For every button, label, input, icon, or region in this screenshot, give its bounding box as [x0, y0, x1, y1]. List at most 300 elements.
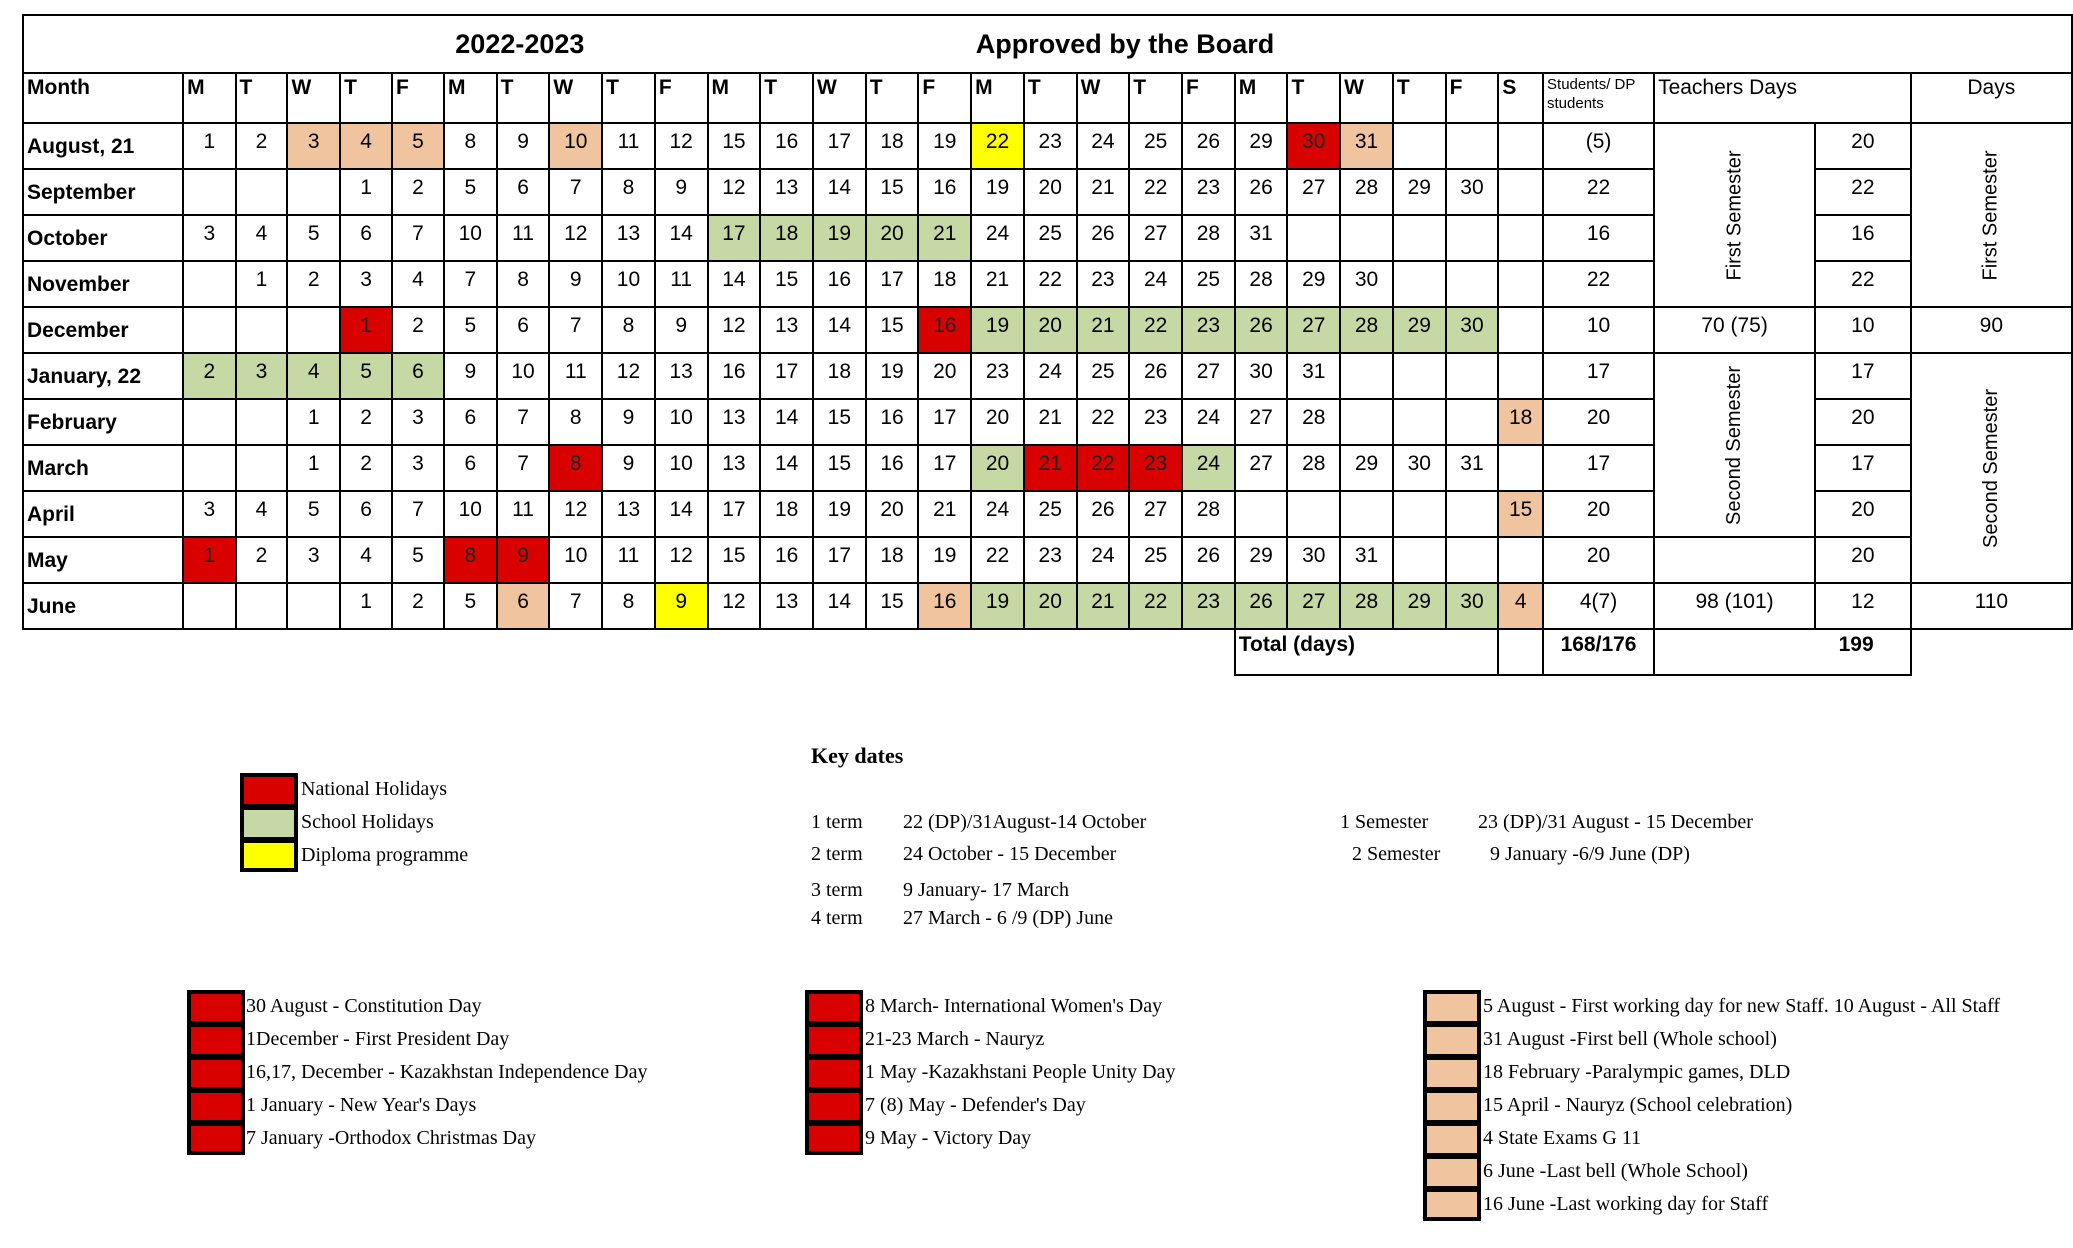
- legend-swatch-school: [240, 806, 298, 839]
- day-cell: 10: [655, 445, 708, 491]
- day-cell: [1446, 491, 1499, 537]
- day-cell: 4: [1498, 583, 1543, 629]
- day-cell: 31: [1446, 445, 1499, 491]
- day-cell: 28: [1340, 307, 1393, 353]
- holiday-swatches-col1: [187, 990, 245, 1155]
- legend-swatch-diploma: [240, 839, 298, 872]
- day-cell: 30: [1287, 123, 1340, 169]
- approved-title: Approved by the Board: [866, 15, 2072, 73]
- day-cell: 29: [1393, 583, 1446, 629]
- legend-entry: 30 August - Constitution Day: [246, 995, 482, 1017]
- month-label: October: [23, 215, 183, 261]
- day-cell: 8: [444, 537, 497, 583]
- day-cell: 15: [813, 399, 866, 445]
- day-cell: 19: [971, 307, 1024, 353]
- day-cell: 14: [760, 399, 813, 445]
- totals-spacer-end: [1911, 629, 2072, 675]
- weekday-header: F: [1446, 73, 1499, 123]
- legend-entry: 8 March- International Women's Day: [865, 995, 1163, 1017]
- month-row: [23, 307, 2072, 353]
- day-cell: [236, 583, 288, 629]
- students-header: Students/ DP students: [1543, 73, 1654, 123]
- students-days: 17: [1543, 353, 1654, 399]
- day-cell: 9: [655, 583, 708, 629]
- day-cell: 14: [813, 583, 866, 629]
- day-cell: 16: [813, 261, 866, 307]
- day-cell: 14: [708, 261, 761, 307]
- month-header: Month: [23, 73, 183, 123]
- day-cell: 4: [340, 123, 392, 169]
- day-cell: 16: [918, 307, 971, 353]
- day-cell: [1498, 445, 1543, 491]
- day-cell: 21: [918, 215, 971, 261]
- day-cell: 11: [497, 215, 550, 261]
- weekday-header: W: [549, 73, 602, 123]
- teachers-header: Teachers Days: [1654, 73, 1911, 123]
- totals-teachers: 199: [1654, 629, 1911, 675]
- students-days: 20: [1543, 491, 1654, 537]
- second-semester-label: Second Semester: [1723, 366, 1746, 525]
- day-cell: [1498, 537, 1543, 583]
- day-cell: 27: [1287, 583, 1340, 629]
- day-cell: 21: [1024, 445, 1077, 491]
- day-cell: 20: [971, 399, 1024, 445]
- day-cell: 26: [1129, 353, 1182, 399]
- day-cell: 2: [236, 123, 288, 169]
- day-cell: 28: [1287, 399, 1340, 445]
- header-row: [23, 73, 2072, 123]
- day-cell: 17: [760, 353, 813, 399]
- teachers-days: 17: [1815, 445, 1911, 491]
- day-cell: 27: [1182, 353, 1235, 399]
- holiday-swatches-col2: [805, 990, 863, 1155]
- second-semester-days: [1911, 353, 2072, 583]
- day-cell: 11: [497, 491, 550, 537]
- day-cell: 25: [1182, 261, 1235, 307]
- legend-swatch: [1423, 1023, 1481, 1056]
- day-cell: 30: [1446, 583, 1499, 629]
- day-cell: 15: [708, 537, 761, 583]
- day-cell: 7: [444, 261, 497, 307]
- legend-swatch: [187, 1089, 245, 1122]
- month-label: February: [23, 399, 183, 445]
- day-cell: 24: [1077, 123, 1130, 169]
- day-cell: 11: [602, 537, 655, 583]
- legend-entry: 7 January -Orthodox Christmas Day: [246, 1127, 536, 1149]
- day-cell: 8: [602, 169, 655, 215]
- weekday-header: T: [602, 73, 655, 123]
- day-cell: 1: [340, 307, 392, 353]
- legend-entry: 1 January - New Year's Days: [246, 1094, 477, 1116]
- day-cell: 7: [497, 445, 550, 491]
- term-dates-text: 27 March - 6 /9 (DP) June: [903, 907, 1113, 929]
- day-cell: 13: [655, 353, 708, 399]
- day-cell: 18: [760, 215, 813, 261]
- semester-row: [1340, 806, 1753, 838]
- weekday-header: F: [655, 73, 708, 123]
- day-cell: 7: [549, 169, 602, 215]
- day-cell: 24: [1077, 537, 1130, 583]
- day-cell: 11: [549, 353, 602, 399]
- day-cell: 23: [1024, 123, 1077, 169]
- day-cell: 23: [1182, 169, 1235, 215]
- day-cell: 29: [1287, 261, 1340, 307]
- day-cell: 2: [287, 261, 340, 307]
- day-cell: 12: [655, 537, 708, 583]
- day-cell: [1340, 399, 1393, 445]
- day-cell: 1: [183, 123, 235, 169]
- teachers-days: 20: [1815, 123, 1911, 169]
- day-cell: 16: [866, 399, 919, 445]
- day-cell: [183, 583, 235, 629]
- weekday-header: W: [1077, 73, 1130, 123]
- teachers-days: 22: [1815, 169, 1911, 215]
- day-cell: 25: [1129, 537, 1182, 583]
- day-cell: 8: [549, 399, 602, 445]
- day-cell: 11: [655, 261, 708, 307]
- day-cell: 31: [1340, 537, 1393, 583]
- day-cell: 3: [340, 261, 392, 307]
- students-days: 22: [1543, 169, 1654, 215]
- day-cell: [1287, 491, 1340, 537]
- day-cell: 14: [813, 307, 866, 353]
- weekday-header: F: [918, 73, 971, 123]
- day-cell: 7: [392, 491, 444, 537]
- day-cell: 25: [1024, 215, 1077, 261]
- day-cell: 12: [549, 215, 602, 261]
- day-cell: 26: [1077, 491, 1130, 537]
- month-label: April: [23, 491, 183, 537]
- day-cell: [287, 583, 340, 629]
- legend-swatch: [805, 990, 863, 1023]
- day-cell: 10: [602, 261, 655, 307]
- teachers-days: 20: [1815, 537, 1911, 583]
- day-cell: 27: [1235, 445, 1288, 491]
- day-cell: 22: [971, 123, 1024, 169]
- day-cell: 17: [918, 399, 971, 445]
- day-cell: 20: [1024, 169, 1077, 215]
- teachers-days: 12: [1815, 583, 1911, 629]
- day-cell: 21: [1077, 169, 1130, 215]
- weekday-header: F: [1182, 73, 1235, 123]
- day-cell: 5: [444, 169, 497, 215]
- teachers-days: 16: [1815, 215, 1911, 261]
- second-semester-label: Second Semester: [1979, 389, 2002, 548]
- weekday-header: T: [1287, 73, 1340, 123]
- day-cell: 5: [444, 307, 497, 353]
- teachers-days: 17: [1815, 353, 1911, 399]
- day-cell: 10: [444, 215, 497, 261]
- day-cell: [183, 261, 235, 307]
- day-cell: 26: [1235, 169, 1288, 215]
- day-cell: [1340, 215, 1393, 261]
- day-cell: 28: [1287, 445, 1340, 491]
- day-cell: 17: [866, 261, 919, 307]
- holiday-list-col2: [865, 990, 1175, 1155]
- legend-swatch: [1423, 1122, 1481, 1155]
- students-days: 20: [1543, 399, 1654, 445]
- day-cell: 23: [1182, 307, 1235, 353]
- day-cell: [1446, 537, 1499, 583]
- day-cell: [1393, 491, 1446, 537]
- day-cell: 26: [1182, 537, 1235, 583]
- month-label: March: [23, 445, 183, 491]
- day-cell: 29: [1393, 169, 1446, 215]
- day-cell: [183, 445, 235, 491]
- day-cell: [1498, 123, 1543, 169]
- day-cell: 2: [340, 445, 392, 491]
- legend-swatch: [1423, 1188, 1481, 1221]
- totals-students: 168/176: [1543, 629, 1654, 675]
- day-cell: 21: [1077, 583, 1130, 629]
- day-cell: 7: [549, 307, 602, 353]
- students-days: 16: [1543, 215, 1654, 261]
- day-cell: 1: [236, 261, 288, 307]
- legend-entry: 5 August - First working day for new Staff. 10 August - All Staff: [1483, 995, 2001, 1017]
- day-cell: 20: [1024, 307, 1077, 353]
- legend-swatch: [187, 1122, 245, 1155]
- day-cell: 7: [497, 399, 550, 445]
- day-cell: [1446, 215, 1499, 261]
- day-cell: 2: [236, 537, 288, 583]
- day-cell: 14: [655, 491, 708, 537]
- day-cell: [287, 169, 340, 215]
- day-cell: 10: [549, 123, 602, 169]
- day-cell: 15: [866, 307, 919, 353]
- weekday-header: M: [708, 73, 761, 123]
- day-cell: [1393, 353, 1446, 399]
- month-row: [23, 123, 2072, 169]
- day-cell: 21: [918, 491, 971, 537]
- day-cell: 30: [1235, 353, 1288, 399]
- day-cell: 8: [602, 307, 655, 353]
- day-cell: 1: [287, 445, 340, 491]
- day-cell: [1446, 261, 1499, 307]
- day-cell: 23: [1024, 537, 1077, 583]
- day-cell: 4: [287, 353, 340, 399]
- day-cell: 8: [497, 261, 550, 307]
- day-cell: 3: [287, 123, 340, 169]
- weekday-header: S: [1498, 73, 1543, 123]
- day-cell: [236, 307, 288, 353]
- legend-swatch: [1423, 1089, 1481, 1122]
- day-cell: 24: [971, 215, 1024, 261]
- day-cell: 6: [392, 353, 444, 399]
- day-cell: 19: [918, 123, 971, 169]
- first-semester-label: First Semester: [1979, 150, 2002, 281]
- legend-swatch: [1423, 1155, 1481, 1188]
- day-cell: 22: [971, 537, 1024, 583]
- day-cell: 2: [392, 307, 444, 353]
- legend-entry: 15 April - Nauryz (School celebration): [1483, 1094, 1793, 1116]
- day-cell: 4: [236, 215, 288, 261]
- day-cell: 18: [866, 123, 919, 169]
- teachers-days: 10: [1815, 307, 1911, 353]
- day-cell: 6: [444, 399, 497, 445]
- day-cell: [1446, 123, 1499, 169]
- days-header: Days: [1911, 73, 2072, 123]
- day-cell: 16: [866, 445, 919, 491]
- calendar-table: [22, 14, 2073, 676]
- day-cell: 15: [1498, 491, 1543, 537]
- day-cell: 21: [971, 261, 1024, 307]
- day-cell: [1393, 399, 1446, 445]
- day-cell: [1235, 491, 1288, 537]
- day-cell: 16: [708, 353, 761, 399]
- day-cell: 28: [1182, 215, 1235, 261]
- day-cell: 19: [971, 583, 1024, 629]
- legend-labels: [301, 773, 468, 872]
- day-cell: 25: [1129, 123, 1182, 169]
- legend-entry: 7 (8) May - Defender's Day: [865, 1094, 1086, 1116]
- day-cell: 19: [813, 215, 866, 261]
- day-cell: 22: [1077, 399, 1130, 445]
- day-cell: [1393, 215, 1446, 261]
- day-cell: 9: [602, 399, 655, 445]
- day-cell: [287, 307, 340, 353]
- day-cell: 6: [497, 583, 550, 629]
- day-cell: 30: [1340, 261, 1393, 307]
- day-cell: 9: [444, 353, 497, 399]
- day-cell: 7: [549, 583, 602, 629]
- day-cell: [236, 445, 288, 491]
- day-cell: 3: [236, 353, 288, 399]
- day-cell: 12: [549, 491, 602, 537]
- day-cell: [1393, 537, 1446, 583]
- day-cell: 21: [1024, 399, 1077, 445]
- day-cell: 24: [1024, 353, 1077, 399]
- day-cell: 24: [1129, 261, 1182, 307]
- teachers-days: 22: [1815, 261, 1911, 307]
- day-cell: 22: [1129, 583, 1182, 629]
- day-cell: 19: [813, 491, 866, 537]
- day-cell: 27: [1235, 399, 1288, 445]
- day-cell: [1446, 399, 1499, 445]
- weekday-header: M: [1235, 73, 1288, 123]
- day-cell: 18: [918, 261, 971, 307]
- day-cell: 27: [1129, 491, 1182, 537]
- day-cell: 3: [392, 399, 444, 445]
- month-row: [23, 583, 2072, 629]
- teachers-days: 20: [1815, 399, 1911, 445]
- day-cell: 12: [708, 583, 761, 629]
- day-cell: 18: [760, 491, 813, 537]
- day-cell: 3: [392, 445, 444, 491]
- day-cell: 16: [918, 583, 971, 629]
- day-cell: 18: [813, 353, 866, 399]
- day-cell: 14: [813, 169, 866, 215]
- day-cell: 23: [1077, 261, 1130, 307]
- day-cell: 1: [340, 583, 392, 629]
- month-row: [23, 353, 2072, 399]
- term-dates-text: 22 (DP)/31August-14 October: [903, 811, 1147, 833]
- day-cell: 25: [1077, 353, 1130, 399]
- day-cell: 20: [918, 353, 971, 399]
- day-cell: 6: [340, 215, 392, 261]
- students-days: 4(7): [1543, 583, 1654, 629]
- teachers-days: 20: [1815, 491, 1911, 537]
- semester-label: 1 Semester: [1340, 811, 1429, 833]
- day-cell: 24: [1182, 399, 1235, 445]
- legend-swatch: [805, 1089, 863, 1122]
- day-cell: 4: [392, 261, 444, 307]
- day-cell: 27: [1287, 307, 1340, 353]
- day-cell: [1393, 123, 1446, 169]
- day-cell: 13: [760, 169, 813, 215]
- day-cell: 26: [1235, 583, 1288, 629]
- semester-dates: [1340, 806, 1753, 870]
- weekday-header: W: [287, 73, 340, 123]
- month-label: August, 21: [23, 123, 183, 169]
- month-row: [23, 537, 2072, 583]
- legend-entry: 31 August -First bell (Whole school): [1483, 1028, 1777, 1050]
- month-label: December: [23, 307, 183, 353]
- day-cell: 9: [497, 537, 550, 583]
- term-label: 1 term: [811, 811, 863, 833]
- day-cell: 1: [183, 537, 235, 583]
- days-total: 110: [1911, 583, 2072, 629]
- day-cell: 26: [1182, 123, 1235, 169]
- term-dates-text: 9 January- 17 March: [903, 879, 1070, 901]
- day-cell: [1393, 261, 1446, 307]
- students-days: (5): [1543, 123, 1654, 169]
- day-cell: [1498, 169, 1543, 215]
- day-cell: 29: [1340, 445, 1393, 491]
- day-cell: 23: [1129, 445, 1182, 491]
- weekday-header: T: [236, 73, 288, 123]
- day-cell: 16: [760, 537, 813, 583]
- day-cell: 6: [444, 445, 497, 491]
- day-cell: 23: [971, 353, 1024, 399]
- day-cell: 22: [1129, 307, 1182, 353]
- day-cell: 9: [549, 261, 602, 307]
- legend-swatch: [1423, 990, 1481, 1023]
- legend-entry: 1 May -Kazakhstani People Unity Day: [865, 1061, 1176, 1083]
- legend-entry: 4 State Exams G 11: [1483, 1127, 1642, 1149]
- day-cell: 2: [392, 169, 444, 215]
- legend-swatch: [1423, 1056, 1481, 1089]
- month-label: September: [23, 169, 183, 215]
- day-cell: 15: [813, 445, 866, 491]
- students-days: 20: [1543, 537, 1654, 583]
- day-cell: 23: [1182, 583, 1235, 629]
- legend-swatch: [805, 1023, 863, 1056]
- totals-label: Total (days): [1235, 629, 1499, 675]
- day-cell: 18: [1498, 399, 1543, 445]
- day-cell: 13: [602, 215, 655, 261]
- day-cell: 9: [602, 445, 655, 491]
- day-cell: 4: [236, 491, 288, 537]
- event-swatches-col3: [1423, 990, 1481, 1221]
- legend-entry: 16 June -Last working day for Staff: [1483, 1193, 1769, 1215]
- term-label: 2 term: [811, 843, 863, 865]
- day-cell: 4: [340, 537, 392, 583]
- first-semester-label: First Semester: [1723, 150, 1746, 281]
- day-cell: 12: [708, 169, 761, 215]
- day-cell: 17: [708, 491, 761, 537]
- day-cell: 10: [655, 399, 708, 445]
- day-cell: 15: [866, 169, 919, 215]
- academic-year-title: 2022-2023: [23, 15, 866, 73]
- key-dates-title: Key dates: [811, 743, 904, 768]
- legend-label: Diploma programme: [301, 844, 469, 866]
- day-cell: 9: [497, 123, 550, 169]
- day-cell: 14: [760, 445, 813, 491]
- weekday-header: T: [1129, 73, 1182, 123]
- day-cell: 27: [1287, 169, 1340, 215]
- day-cell: 29: [1235, 537, 1288, 583]
- term-label: 3 term: [811, 879, 863, 901]
